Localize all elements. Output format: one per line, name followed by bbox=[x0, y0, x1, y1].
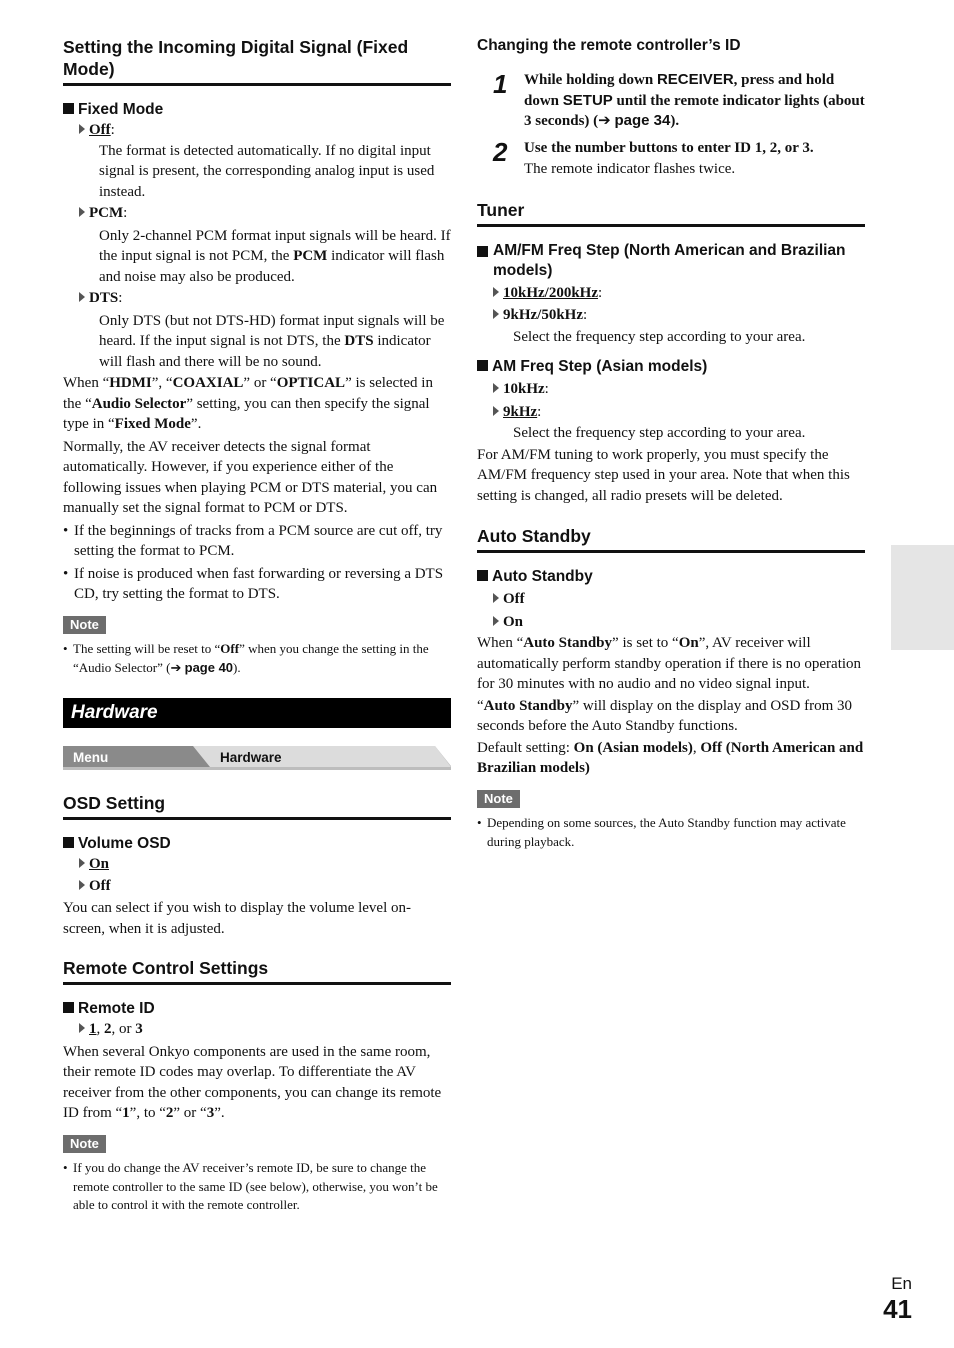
osd-description: You can select if you wish to display the volume level on-screen, when it is adjusted. bbox=[63, 900, 412, 937]
square-bullet-icon bbox=[63, 837, 74, 848]
subheading-am-freq-step: AM Freq Step (Asian models) bbox=[477, 357, 865, 377]
option-pcm: PCM: bbox=[63, 203, 451, 224]
square-bullet-icon bbox=[477, 570, 488, 581]
normally-paragraph: Normally, the AV receiver detects the signal format automatically. However, if you experience either of the following issues when playing PCM or DTS material, you can manually set the signal format to PCM or DTS. bbox=[63, 438, 438, 516]
option-off: Off bbox=[63, 876, 451, 897]
left-column bbox=[63, 36, 451, 1215]
option-10khz-200khz: 10kHz/200kHz: bbox=[477, 283, 865, 304]
triangle-right-icon bbox=[79, 880, 85, 890]
language-label: En bbox=[891, 1274, 912, 1293]
amfm-description: Select the frequency step according to your area. bbox=[513, 328, 806, 345]
section-title-osd: OSD Setting bbox=[63, 792, 451, 820]
step-1-text: While holding down RECEIVER, press and hold down SETUP until the remote indicator lights (about 3 seconds) (➔ page 34). bbox=[524, 71, 865, 129]
note-label: Note bbox=[477, 790, 520, 808]
option-10khz: 10kHz: bbox=[477, 379, 865, 400]
arrow-right-icon: ➔ bbox=[598, 113, 611, 129]
triangle-right-icon bbox=[79, 1023, 85, 1033]
bullet-item: • If the beginnings of tracks from a PCM source are cut off, try setting the format to PCM. bbox=[63, 522, 443, 559]
remote-description: When several Onkyo components are used in the same room, their remote ID codes may overlap. To differentiate the AV receiver from the other components, you can change its remote ID from “1”, to “2” or “3”. bbox=[63, 1043, 442, 1121]
option-9khz-50khz: 9kHz/50kHz: bbox=[477, 305, 865, 326]
triangle-right-icon bbox=[79, 124, 85, 134]
section-title-digital-signal: Setting the Incoming Digital Signal (Fixed Mode) bbox=[63, 36, 451, 86]
page-number-value: 41 bbox=[883, 1294, 912, 1324]
step-number: 2 bbox=[493, 136, 508, 167]
note-text: • Depending on some sources, the Auto Standby function may activate during playback. bbox=[477, 815, 846, 849]
step-1 bbox=[477, 70, 865, 132]
option-remote-ids: 1, 2, or 3 bbox=[63, 1019, 451, 1040]
square-bullet-icon bbox=[63, 103, 74, 114]
section-title-auto-standby: Auto Standby bbox=[477, 525, 865, 553]
page-reference-link[interactable]: page 34 bbox=[614, 112, 671, 129]
note-text: • If you do change the AV receiver’s remote ID, be sure to change the remote controller to the same ID (see below), otherwise, you won’t be able to control it with the remote controller. bbox=[63, 1160, 438, 1212]
arrow-right-icon: ➔ bbox=[170, 659, 182, 675]
page-number bbox=[883, 1274, 912, 1324]
option-off: Off bbox=[477, 589, 865, 610]
step-2 bbox=[477, 138, 865, 180]
pcm-description: Only 2-channel PCM format input signals will be heard. If the input signal is not PCM, the PCM indicator will flash and noise may also be produced. bbox=[99, 227, 451, 285]
page-reference-link[interactable]: page 40 bbox=[184, 659, 234, 675]
setup-key: SETUP bbox=[562, 91, 613, 109]
option-9khz: 9kHz: bbox=[477, 402, 865, 423]
square-bullet-icon bbox=[477, 360, 488, 371]
menu-label: Menu bbox=[73, 750, 109, 765]
option-on: On bbox=[477, 612, 865, 633]
menu-path-bar bbox=[63, 746, 451, 770]
subheading-amfm-freq-step: AM/FM Freq Step (North American and Brazilian models) bbox=[477, 241, 865, 281]
note-text: • The setting will be reset to “Off” when you change the setting in the “Audio Selector” (➔ page 40). bbox=[63, 641, 429, 675]
menu-hardware-label: Hardware bbox=[220, 750, 282, 765]
subheading-fixed-mode: Fixed Mode bbox=[63, 100, 451, 120]
receiver-key: RECEIVER bbox=[656, 71, 734, 88]
triangle-right-icon bbox=[493, 406, 499, 416]
dts-description: Only DTS (but not DTS-HD) format input signals will be heard. If the input signal is not DTS, the DTS indicator will flash and there will be no sound. bbox=[99, 312, 445, 370]
triangle-right-icon bbox=[493, 287, 499, 297]
triangle-right-icon bbox=[79, 858, 85, 868]
right-column bbox=[477, 36, 865, 851]
subheading-volume-osd: Volume OSD bbox=[63, 834, 451, 854]
step-2-text: Use the number buttons to enter ID 1, 2, or 3. bbox=[524, 139, 814, 156]
option-off: Off: bbox=[63, 120, 451, 141]
square-bullet-icon bbox=[477, 246, 488, 257]
side-tab-marker bbox=[891, 545, 954, 650]
option-dts: DTS: bbox=[63, 288, 451, 309]
note-label: Note bbox=[63, 1135, 106, 1153]
triangle-right-icon bbox=[79, 292, 85, 302]
am-description: Select the frequency step according to your area. bbox=[513, 425, 806, 441]
off-description: The format is detected automatically. If no digital input signal is present, the corresponding analog input is used instead. bbox=[99, 142, 435, 200]
subheading-changing-remote-id: Changing the remote controller’s ID bbox=[477, 37, 741, 54]
step-2-description: The remote indicator flashes twice. bbox=[524, 161, 736, 177]
standby-paragraph-1: When “Auto Standby” is set to “On”, AV receiver will automatically perform standby operation if there is no operation for 30 minutes with no audio and no video signal input. bbox=[477, 635, 862, 692]
section-title-remote: Remote Control Settings bbox=[63, 957, 451, 985]
standby-paragraph-2: “Auto Standby” will display on the display and OSD from 30 seconds before the Auto Standby functions. bbox=[477, 697, 853, 734]
triangle-right-icon bbox=[493, 593, 499, 603]
triangle-right-icon bbox=[493, 309, 499, 319]
section-title-tuner: Tuner bbox=[477, 199, 865, 227]
step-number: 1 bbox=[493, 69, 508, 99]
tuning-paragraph: For AM/FM tuning to work properly, you must specify the AM/FM frequency step used in your area. Note that when this setting is changed, all radio presets will be deleted. bbox=[477, 446, 850, 504]
subheading-remote-id: Remote ID bbox=[63, 999, 451, 1019]
hardware-banner: Hardware bbox=[63, 698, 451, 728]
bullet-item: • If noise is produced when fast forwarding or reversing a DTS CD, try setting the format to DTS. bbox=[63, 565, 444, 602]
square-bullet-icon bbox=[63, 1002, 74, 1013]
option-on: On bbox=[63, 854, 451, 875]
default-setting: Default setting: On (Asian models), Off (North American and Brazilian models) bbox=[477, 739, 864, 776]
subheading-auto-standby: Auto Standby bbox=[477, 567, 865, 587]
triangle-right-icon bbox=[493, 383, 499, 393]
triangle-right-icon bbox=[493, 616, 499, 626]
when-paragraph: When “HDMI”, “COAXIAL” or “OPTICAL” is selected in the “Audio Selector” setting, you can then specify the signal type in “Fixed Mode”. bbox=[63, 375, 433, 432]
note-label: Note bbox=[63, 616, 106, 634]
triangle-right-icon bbox=[79, 207, 85, 217]
